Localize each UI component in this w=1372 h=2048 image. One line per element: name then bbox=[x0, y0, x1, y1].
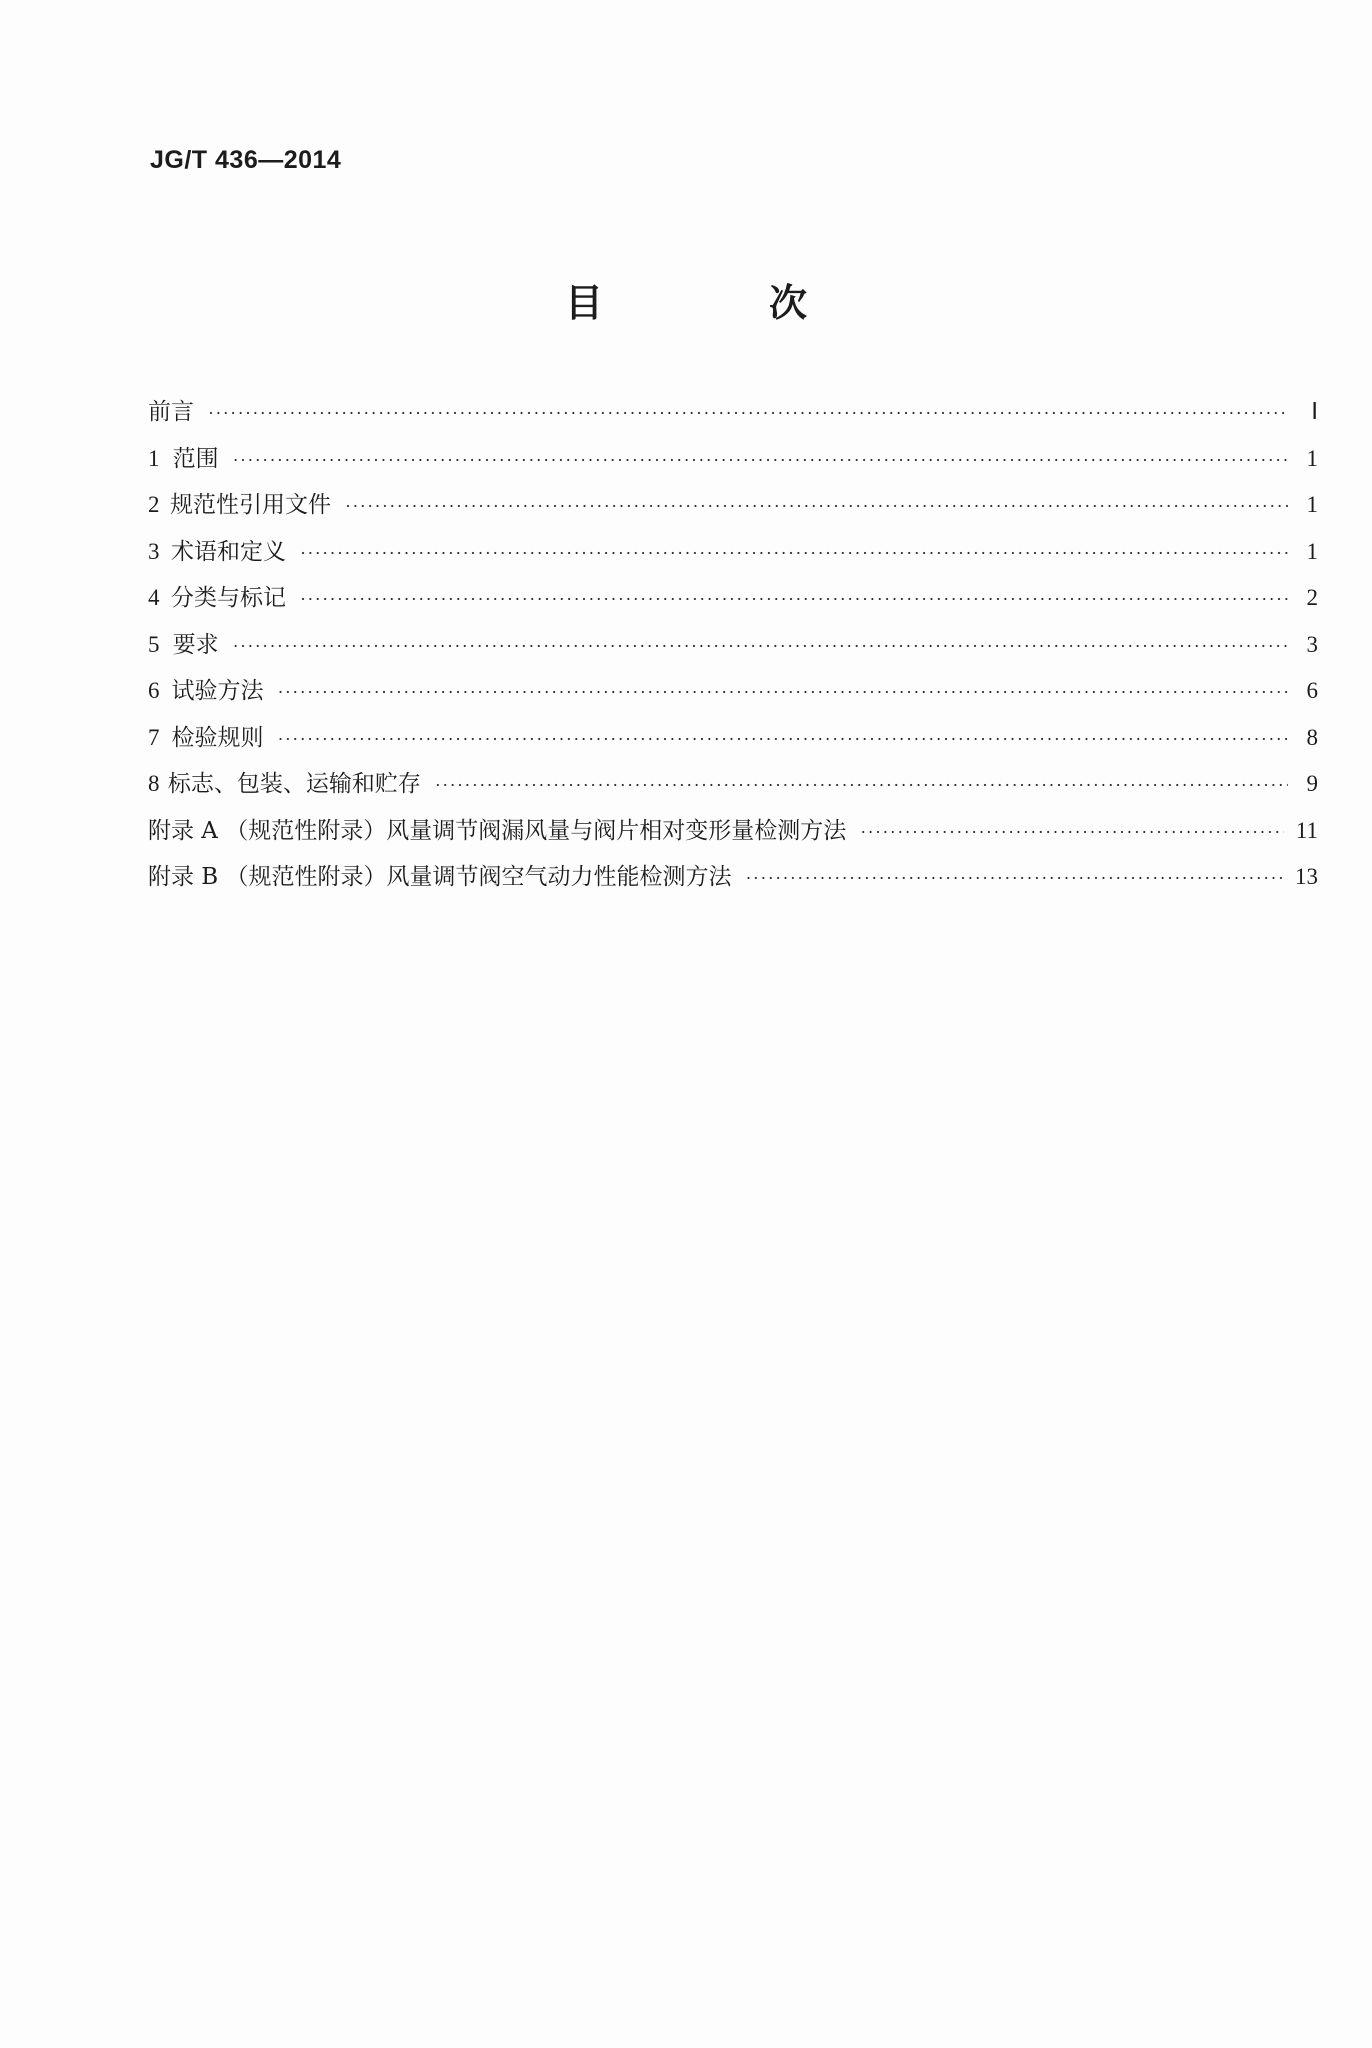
toc-leader-dots bbox=[345, 496, 1288, 517]
toc-entry-page: 2 bbox=[1306, 585, 1318, 610]
toc-entry-foreword[interactable] bbox=[148, 393, 1318, 440]
toc-entry-requirements[interactable] bbox=[148, 626, 1318, 673]
toc-entry-number: 5 bbox=[148, 631, 160, 657]
toc-entry-annex-a[interactable] bbox=[148, 812, 1318, 859]
standard-code: JG/T 436—2014 bbox=[150, 146, 342, 174]
toc-entry-label: 前言 bbox=[148, 399, 194, 425]
toc-entry-label: 附录 A （规范性附录）风量调节阀漏风量与阀片相对变形量检测方法 bbox=[148, 817, 847, 844]
toc-entry-label: 分类与标记 bbox=[170, 585, 286, 611]
toc-entry-test-methods[interactable] bbox=[148, 672, 1318, 719]
toc-leader-dots bbox=[278, 682, 1288, 703]
toc-entry-normative-references[interactable] bbox=[148, 486, 1318, 533]
toc-entry-page: 8 bbox=[1306, 724, 1318, 750]
toc-leader-dots bbox=[435, 775, 1288, 796]
toc-title: 目 次 bbox=[564, 281, 871, 325]
toc-leader-dots bbox=[746, 868, 1283, 889]
toc-entry-label: 要求 bbox=[172, 631, 219, 658]
toc-entry-classification[interactable] bbox=[148, 579, 1318, 626]
toc-leader-dots bbox=[860, 822, 1284, 843]
toc-entry-label: 范围 bbox=[172, 445, 219, 472]
toc-entry-number: 3 bbox=[148, 538, 160, 564]
toc-entry-number: 7 bbox=[148, 724, 160, 750]
toc-entry-annex-b[interactable] bbox=[148, 858, 1318, 905]
toc-entry-page: 9 bbox=[1306, 771, 1318, 796]
toc-entry-number: 1 bbox=[148, 445, 160, 471]
toc-entry-marking-packaging[interactable] bbox=[148, 765, 1318, 812]
toc-leader-dots bbox=[300, 589, 1288, 610]
toc-entry-page: 3 bbox=[1306, 631, 1318, 657]
toc-entry-number: 2 bbox=[148, 492, 160, 517]
toc-leader-dots bbox=[233, 636, 1288, 657]
toc-entry-label: 试验方法 bbox=[171, 678, 264, 704]
toc-leader-dots bbox=[208, 403, 1288, 424]
toc-leader-dots bbox=[278, 729, 1288, 750]
toc-entry-label: 规范性引用文件 bbox=[169, 492, 331, 518]
toc-entry-inspection-rules[interactable] bbox=[148, 719, 1318, 766]
toc-entry-number: 4 bbox=[148, 585, 160, 610]
toc-entry-number: 8 bbox=[148, 771, 160, 796]
toc-leader-dots bbox=[300, 543, 1288, 564]
toc-entry-scope[interactable] bbox=[148, 440, 1318, 487]
toc-entry-label: 附录 B （规范性附录）风量调节阀空气动力性能检测方法 bbox=[148, 864, 732, 890]
toc-entry-label: 检验规则 bbox=[171, 724, 264, 751]
toc-leader-dots bbox=[233, 450, 1288, 471]
toc-entry-page: 1 bbox=[1306, 538, 1318, 564]
toc-entry-page: 11 bbox=[1295, 817, 1318, 843]
toc-entry-page: Ⅰ bbox=[1311, 399, 1318, 424]
toc-entry-page: 13 bbox=[1295, 864, 1318, 889]
toc-entry-number: 6 bbox=[148, 678, 160, 703]
toc-entry-terms-definitions[interactable] bbox=[148, 533, 1318, 580]
toc-entry-page: 6 bbox=[1306, 678, 1318, 703]
toc-entry-page: 1 bbox=[1306, 445, 1318, 471]
toc-entry-label: 标志、包装、运输和贮存 bbox=[167, 771, 421, 797]
toc-entry-page: 1 bbox=[1306, 492, 1318, 517]
table-of-contents bbox=[148, 393, 1318, 905]
toc-entry-label: 术语和定义 bbox=[170, 538, 286, 565]
